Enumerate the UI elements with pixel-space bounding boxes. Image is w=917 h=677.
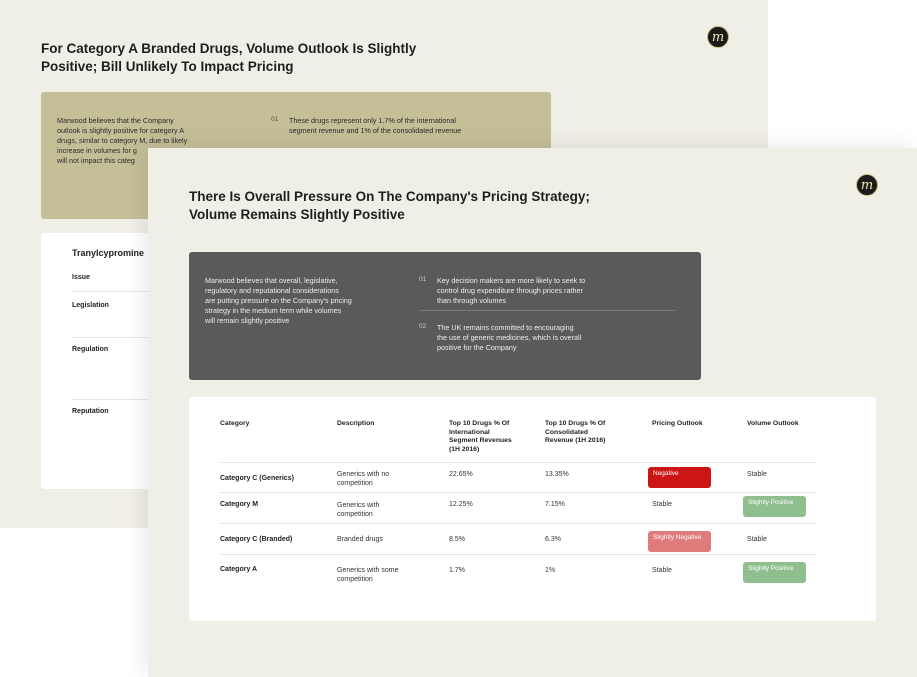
title-line: For Category A Branded Drugs, Volume Outlook Is Slightly xyxy=(41,41,417,56)
back-table-title: Tranylcypromine xyxy=(72,248,145,258)
volume-outlook-badge-slightly-positive: Slightly Positive xyxy=(743,496,806,517)
row-category: Category C (Branded) xyxy=(220,536,293,543)
front-slide-title xyxy=(189,188,590,224)
row-description xyxy=(337,470,389,488)
description-line: competition xyxy=(337,480,373,487)
header-line: (1H 2016) xyxy=(449,445,480,453)
header-line: Top 10 Drugs % Of xyxy=(449,420,510,427)
header-line: Description xyxy=(337,420,375,427)
point-line: the use of generic medicines, which is overall xyxy=(437,333,582,342)
column-header-category xyxy=(220,420,249,429)
header-line: Volume Outlook xyxy=(747,420,799,427)
row-category: Category A xyxy=(220,566,258,573)
summary-line: strategy in the medium term while volumes xyxy=(205,306,342,315)
row-consol-value: 13.35% xyxy=(545,471,569,478)
description-line: competition xyxy=(337,511,373,518)
row-pricing-outlook: Stable xyxy=(652,567,672,574)
pricing-outlook-badge-slightly-negative: Slightly Negative xyxy=(648,531,711,552)
description-line: Generics with some xyxy=(337,567,399,574)
point-line: control drug expenditure through prices rather xyxy=(437,286,583,295)
header-line: Revenue (1H 2016) xyxy=(545,437,606,445)
column-header-description xyxy=(337,420,374,429)
front-summary-text xyxy=(205,276,352,326)
summary-line: outlook is slightly positive for category A xyxy=(57,126,185,135)
pricing-outlook-badge-negative: Negative xyxy=(648,467,711,488)
point-line: The UK remains committed to encouraging xyxy=(437,323,574,332)
row-volume-outlook: Stable xyxy=(747,536,767,543)
summary-line: regulatory and reputational considerations xyxy=(205,286,339,295)
summary-line: Marwood believes that overall, legislative, xyxy=(205,276,338,285)
point-line: segment revenue and 1% of the consolidated revenue xyxy=(289,126,462,135)
row-consol-value: 1% xyxy=(545,567,556,574)
column-header-international xyxy=(449,420,512,454)
description-line: competition xyxy=(337,576,373,583)
title-line: There Is Overall Pressure On The Company's Pricing Strategy; xyxy=(189,189,590,204)
row-divider xyxy=(220,554,816,555)
summary-line: increase in volumes for g xyxy=(57,146,137,155)
point-number: 02 xyxy=(419,323,427,330)
row-category: Category M xyxy=(220,501,259,508)
column-header-pricing xyxy=(652,420,703,429)
row-divider xyxy=(220,462,816,463)
row-divider xyxy=(220,492,816,493)
point-line: Key decision makers are more likely to seek to xyxy=(437,276,586,285)
row-description xyxy=(337,501,379,519)
back-slide-title xyxy=(41,40,416,76)
front-point-text xyxy=(437,323,581,353)
front-point-text xyxy=(437,276,585,306)
description-line: Generics with no xyxy=(337,471,390,478)
header-line: International xyxy=(449,428,490,436)
back-table-header: Issue xyxy=(72,274,90,281)
point-number: 01 xyxy=(419,276,427,283)
point-line: These drugs represent only 1.7% of the international xyxy=(289,116,457,125)
row-intl-value: 22.65% xyxy=(449,471,473,478)
point-line: positive for the Company xyxy=(437,343,517,352)
row-consol-value: 6.3% xyxy=(545,536,561,543)
column-header-consolidated xyxy=(545,420,605,446)
back-table-row: Reputation xyxy=(72,408,109,415)
front-slide xyxy=(148,148,917,677)
row-volume-outlook: Stable xyxy=(747,471,767,478)
back-table-row: Legislation xyxy=(72,302,109,309)
row-divider xyxy=(220,523,816,524)
point-number: 01 xyxy=(271,116,279,123)
row-pricing-outlook: Stable xyxy=(652,501,672,508)
summary-line: will not impact this categ xyxy=(57,156,135,165)
front-summary-box xyxy=(189,252,701,380)
marwood-logo-icon: m xyxy=(856,174,878,196)
summary-line: are putting pressure on the Company's pricing xyxy=(205,296,352,305)
row-intl-value: 1.7% xyxy=(449,567,465,574)
back-point-text xyxy=(289,116,461,136)
row-intl-value: 12.25% xyxy=(449,501,473,508)
row-consol-value: 7.15% xyxy=(545,501,565,508)
row-category: Category C (Generics) xyxy=(220,475,294,482)
description-line: Generics with xyxy=(337,502,380,509)
row-description xyxy=(337,566,398,584)
point-line: than through volumes xyxy=(437,296,507,305)
header-line: Consolidated xyxy=(545,428,589,436)
summary-line: drugs, similar to category M, due to likely xyxy=(57,136,188,145)
volume-outlook-badge-slightly-positive: Slightly Positive xyxy=(743,562,806,583)
back-table-row: Regulation xyxy=(72,346,109,353)
point-divider xyxy=(419,310,675,311)
summary-line: will remain slightly positive xyxy=(205,316,290,325)
description-line: Branded drugs xyxy=(337,536,383,543)
summary-line: Marwood believes that the Company xyxy=(57,116,174,125)
row-intl-value: 8.5% xyxy=(449,536,465,543)
header-line: Top 10 Drugs % Of xyxy=(545,420,606,427)
header-line: Pricing Outlook xyxy=(652,420,703,427)
marwood-logo-icon: m xyxy=(707,26,729,48)
column-header-volume xyxy=(747,420,799,429)
outlook-table xyxy=(189,397,876,621)
title-line: Volume Remains Slightly Positive xyxy=(189,207,405,222)
header-line: Category xyxy=(220,420,250,427)
title-line: Positive; Bill Unlikely To Impact Pricing xyxy=(41,59,294,74)
row-description xyxy=(337,535,383,544)
header-line: Segment Revenues xyxy=(449,437,512,445)
